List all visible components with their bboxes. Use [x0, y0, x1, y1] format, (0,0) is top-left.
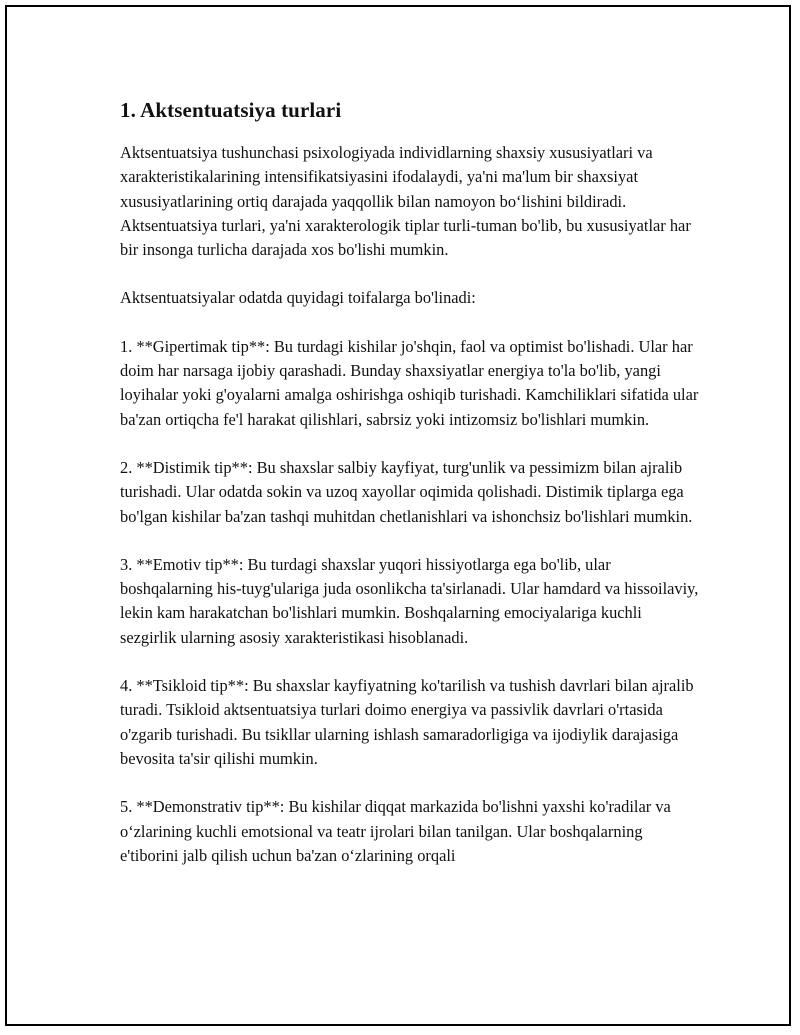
- list-item-demonstrativ: 5. **Demonstrativ tip**: Bu kishilar diqqat markazida bo'lishni yaxshi ko'radilar va oʻzlarining kuchli emotsional va teatr ijrolari bilan tanilgan. Ular boshqalarning e'tiborini jalb qilish uchun ba'zan oʻzlarining orqali: [120, 797, 671, 865]
- list-item-gipertimak: 1. **Gipertimak tip**: Bu turdagi kishilar jo'shqin, faol va optimist bo'lishadi. Ular har doim har narsaga ijobiy qarashadi. Bunday shaxsiyatlar energiya to'la bo'lib, yangi loyihalar yoki g'oyalarni amalga oshirishga oshiqib turishadi. Kamchiliklari sifatida ular ba'zan ortiqcha fe'l harakat qilishlari, sabrsiz yoki intizomsiz bo'lishlari mumkin.: [120, 336, 699, 429]
- categories-intro-paragraph: Aktsentuatsiyalar odatda quyidagi toifalarga bo'linadi:: [120, 288, 476, 308]
- list-item-distimik: 2. **Distimik tip**: Bu shaxslar salbiy kayfiyat, turg'unlik va pessimizm bilan ajralib turishadi. Ular odatda sokin va uzoq xayollar oqimida qolishadi. Distimik tiplarga ega bo'lgan kishilar ba'zan tashqi muhitdan chetlanishlari va ishonchsiz bo'lishlari mumkin.: [120, 457, 693, 526]
- section-heading: 1. Aktsentuatsiya turlari: [120, 98, 342, 122]
- page-frame: [5, 5, 791, 1026]
- document-body: [120, 95, 700, 892]
- list-item-emotiv: 3. **Emotiv tip**: Bu turdagi shaxslar yuqori hissiyotlarga ega bo'lib, ular boshqalarning his-tuyg'ulariga juda osonlikcha ta'sirlanadi. Ular hamdard va hissoilaviy, lekin kam harakatchan bo'lishlari mumkin. Boshqalarning emociyalariga kuchli sezgirlik ularning asosiy xarakteristikasi hisoblanadi.: [120, 554, 699, 647]
- list-item-tsikloid: 4. **Tsikloid tip**: Bu shaxslar kayfiyatning ko'tarilish va tushish davrlari bilan ajralib turadi. Tsikloid aktsentuatsiya turlari doimo energiya va passivlik davrlari o'rtasida o'zgarib turishadi. Bu tsikllar ularning ishlash samaradorligiga va ijodiylik darajasiga bevosita ta'sir qilishi mumkin.: [120, 676, 694, 768]
- intro-paragraph: Aktsentuatsiya tushunchasi psixologiyada individlarning shaxsiy xususiyatlari va xarakteristikalarining intensifikatsiyasini ifodalaydi, ya'ni ma'lum bir shaxsiyat xususiyatlarining ortiq darajada yaqqollik bilan namoyon boʻlishini bildiradi. Aktsentuatsiya turlari, ya'ni xarakterologik tiplar turli-tuman bo'lib, bu xususiyatlar har bir insonga turlicha darajada xos bo'lishi mumkin.: [120, 143, 691, 260]
